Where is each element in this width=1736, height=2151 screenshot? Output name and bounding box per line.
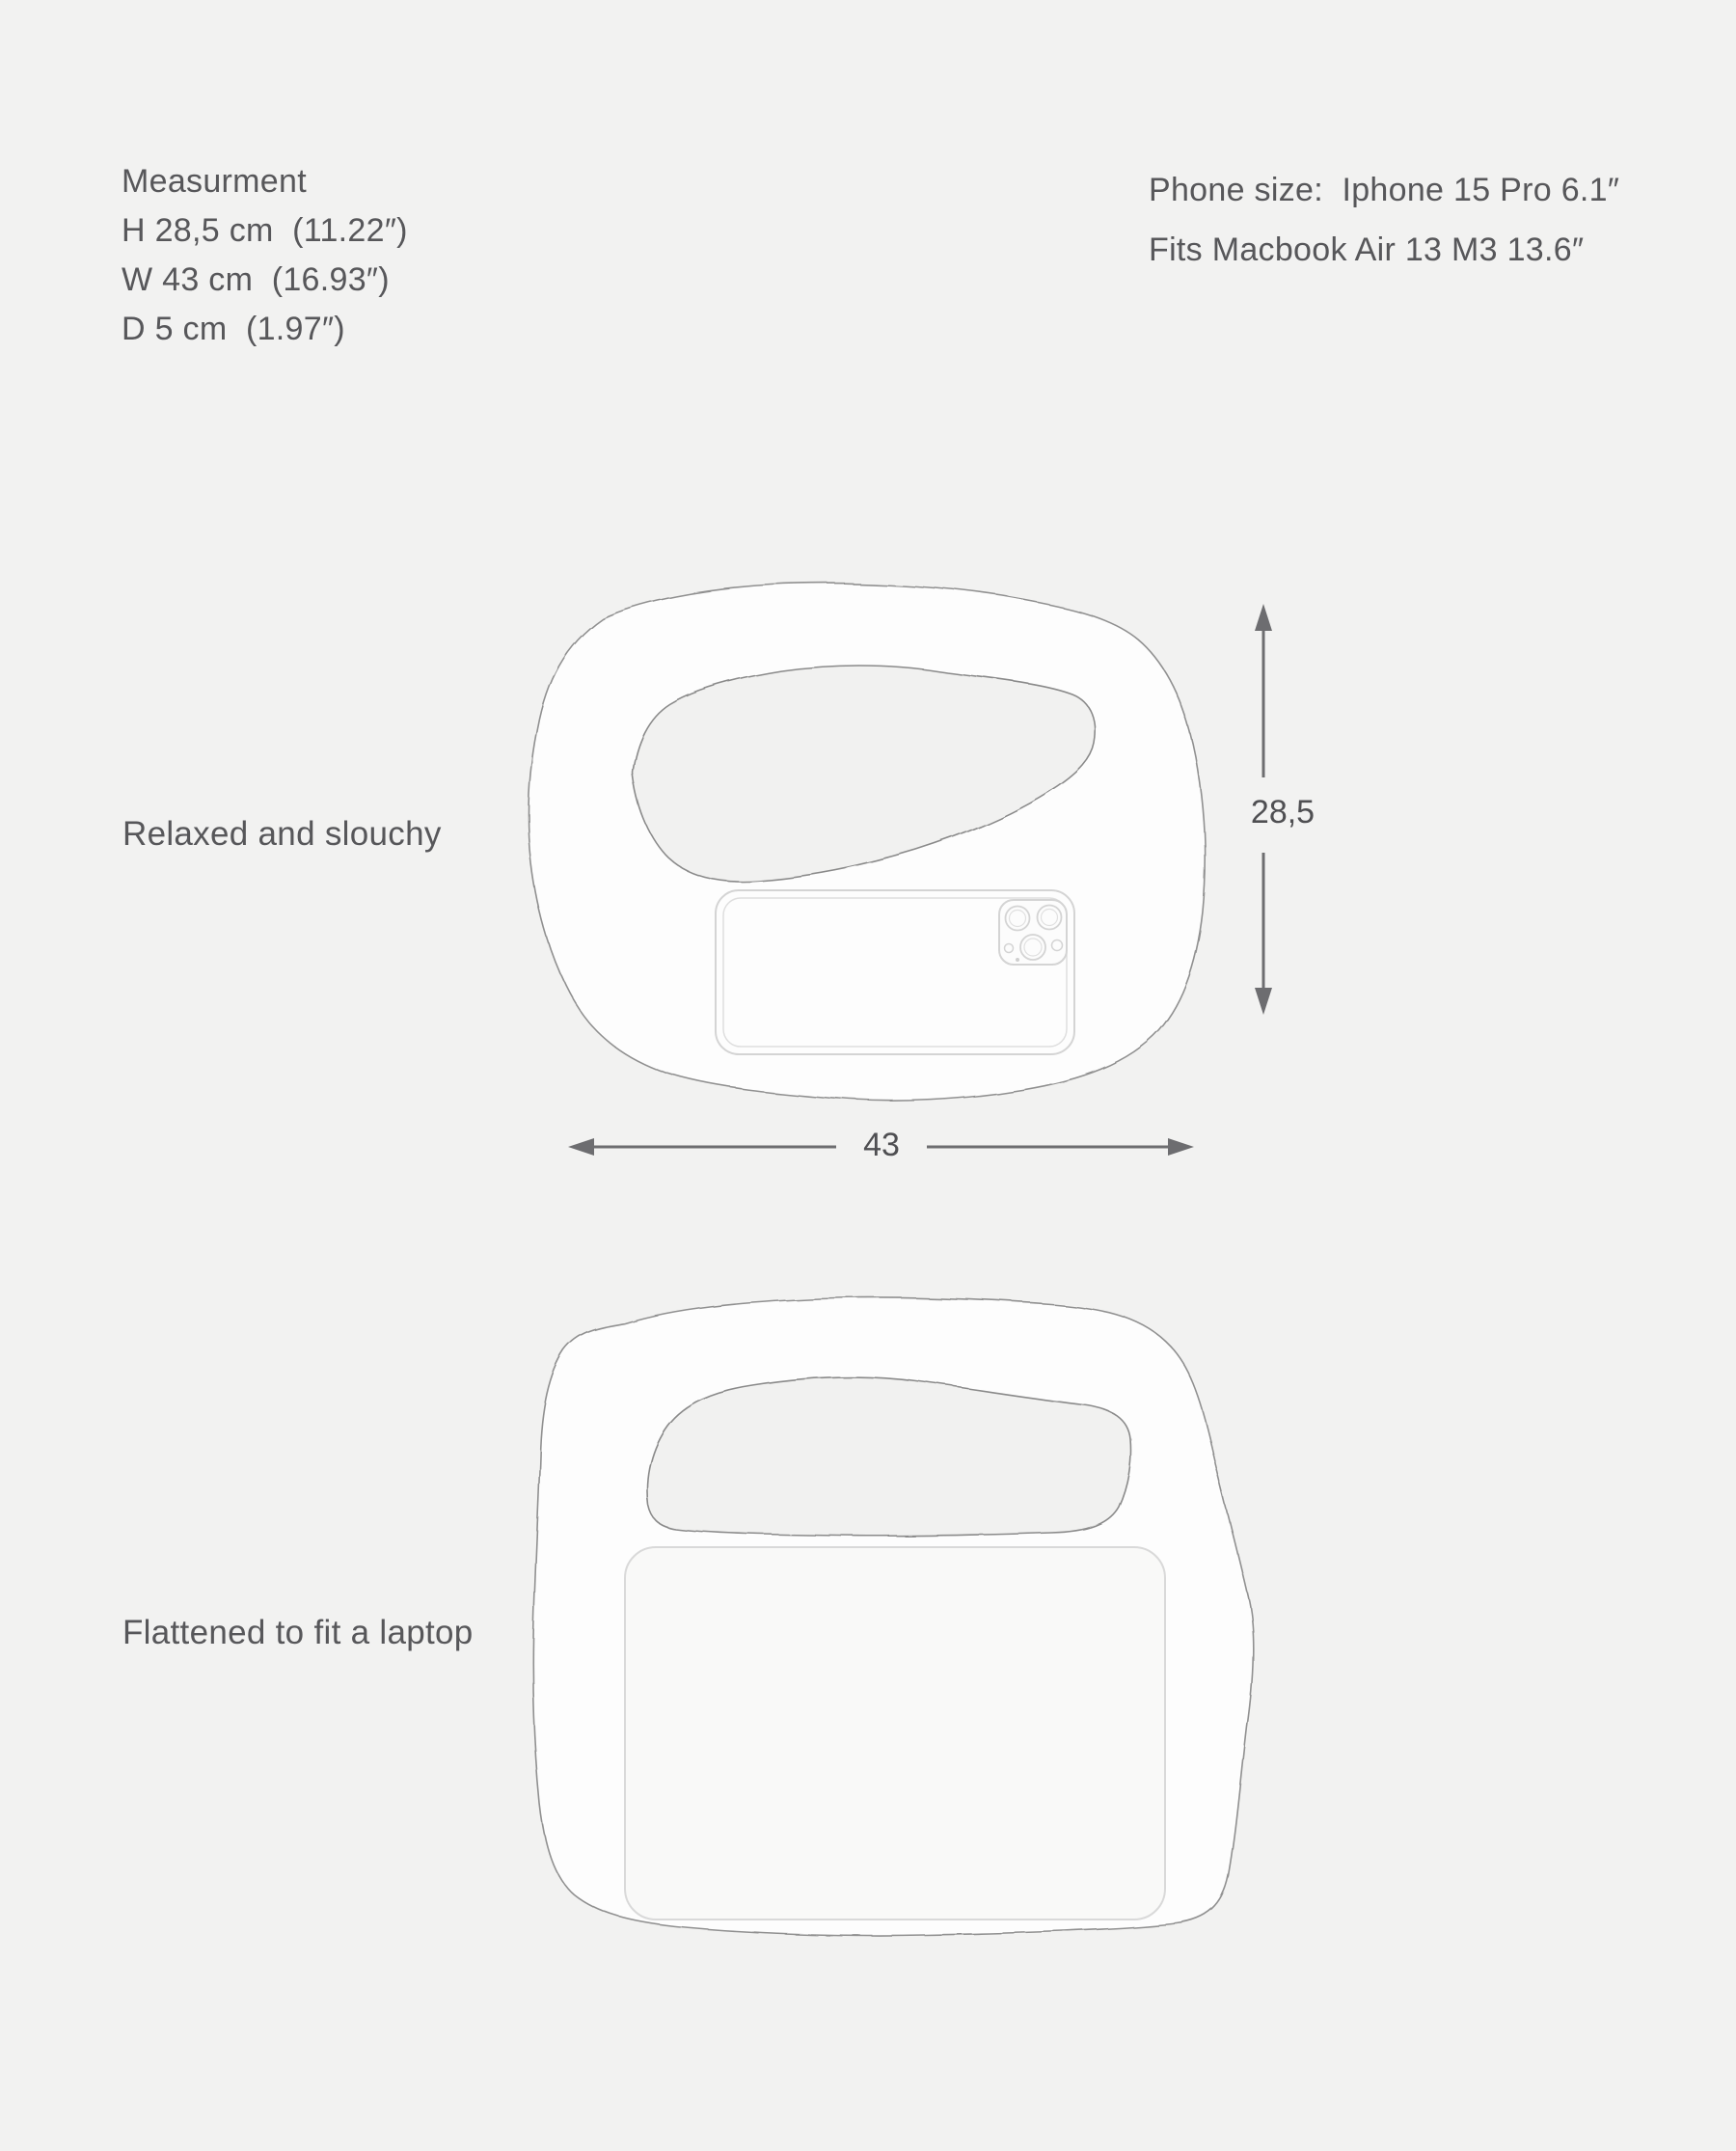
- height-dimension-value: 28,5: [1250, 794, 1316, 830]
- measurement-height: H 28,5 cm (11.22″): [122, 212, 408, 249]
- figure-label-relaxed: Relaxed and slouchy: [122, 815, 442, 853]
- figure-label-flattened: Flattened to fit a laptop: [122, 1614, 474, 1651]
- laptop-fit-text: Fits Macbook Air 13 M3 13.6″: [1149, 231, 1585, 268]
- bag-relaxed-illustration: [516, 569, 1230, 1119]
- measurement-title: Measurment: [122, 163, 307, 200]
- measurement-depth: D 5 cm (1.97″): [122, 311, 345, 347]
- width-dimension-value: 43: [863, 1127, 900, 1163]
- measurement-width: W 43 cm (16.93″): [122, 261, 390, 298]
- measurement-block: [122, 157, 408, 354]
- phone-illustration: [716, 890, 1074, 1054]
- bag-flattened-illustration: [526, 1291, 1268, 1947]
- device-fit-block: [1149, 160, 1619, 280]
- laptop-illustration: [625, 1547, 1165, 1920]
- phone-size-text: Phone size: Iphone 15 Pro 6.1″: [1149, 172, 1620, 208]
